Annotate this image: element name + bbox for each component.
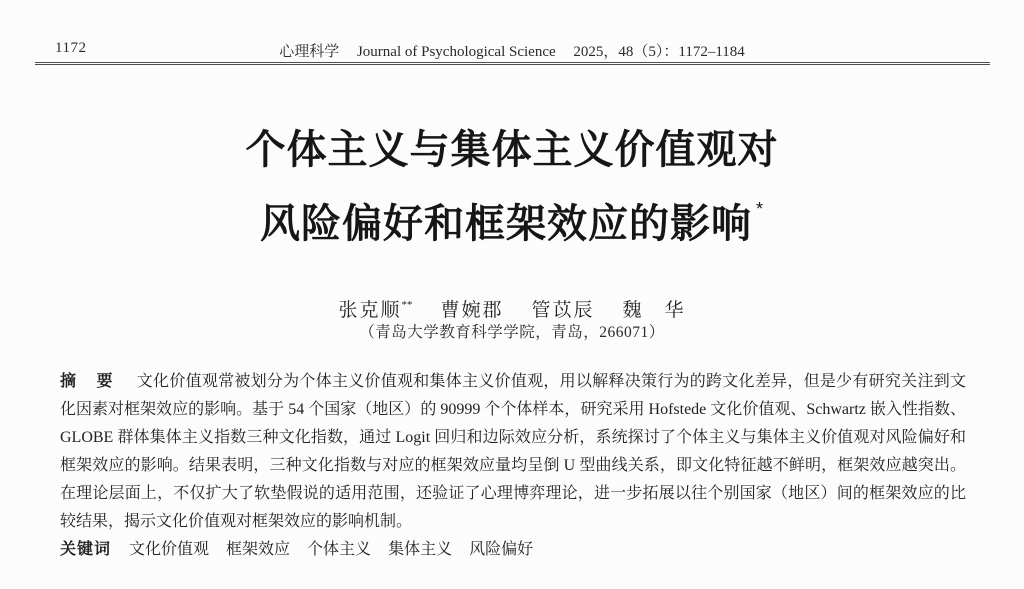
keyword-item: 文化价值观: [129, 541, 210, 558]
journal-citation: 2025，48（5）：1172–1184: [573, 44, 745, 60]
author-name-1: 张克顺**: [338, 299, 413, 321]
keywords-line: [60, 536, 966, 564]
paper-title: [0, 121, 1024, 254]
keyword-item: 集体主义: [388, 541, 453, 558]
affiliation: （青岛大学教育科学学院，青岛，266071）: [359, 324, 665, 341]
journal-citation-line: [0, 40, 1024, 61]
journal-name-cn: 心理科学: [279, 44, 340, 60]
abstract-text: 文化价值观常被划分为个体主义价值观和集体主义价值观，用以解释决策行为的跨文化差异，但是少有研究关注到文化因素对框架效应的影响。基于 54 个国家（地区）的 90999 个个体样本，研究采用 Hofstede 文化价值观、Schwartz 嵌入性指数、GLOBE 群体集体主义指数三种文化指数，通过 Logit 回归和边际效应分析，系统探讨了个体主义与集体主义价值观对风险偏好和框架效应的影响。结果表明，三种文化指数与对应的框架效应量均呈倒 U 型曲线关系，即文化特征越不鲜明，框架效应越突出。在理论层面上，不仅扩大了软垫假说的适用范围，还验证了心理博弈理论，进一步拓展以往个别国家（地区）间的框架效应的比较结果，揭示文化价值观对框架效应的影响机制。: [60, 373, 966, 530]
author-name-2: 曹婉郡: [440, 300, 504, 321]
page-number: 1172: [55, 40, 87, 56]
abstract-label: 摘 要: [60, 373, 115, 390]
author-name-3: 管苡辰: [531, 300, 595, 321]
running-head: [0, 40, 1024, 60]
author-footnote-mark: **: [401, 299, 413, 311]
keyword-item: 风险偏好: [469, 541, 534, 558]
keyword-item: 框架效应: [226, 541, 291, 558]
keywords-label: 关键词: [60, 541, 112, 558]
header-rule: [35, 62, 990, 65]
title-line-2: [0, 180, 1024, 254]
title-footnote-mark: *: [755, 199, 764, 219]
title-line-2-text: 风险偏好和框架效应的影响: [259, 202, 752, 246]
author-name-4: 魏 华: [622, 300, 686, 321]
journal-name-en: Journal of Psychological Science: [356, 44, 556, 60]
abstract-keywords-block: [60, 368, 966, 564]
abstract: [60, 368, 966, 536]
keyword-item: 个体主义: [307, 541, 372, 558]
authors-line: [0, 292, 1024, 324]
title-line-1: 个体主义与集体主义价值观对: [245, 128, 779, 172]
